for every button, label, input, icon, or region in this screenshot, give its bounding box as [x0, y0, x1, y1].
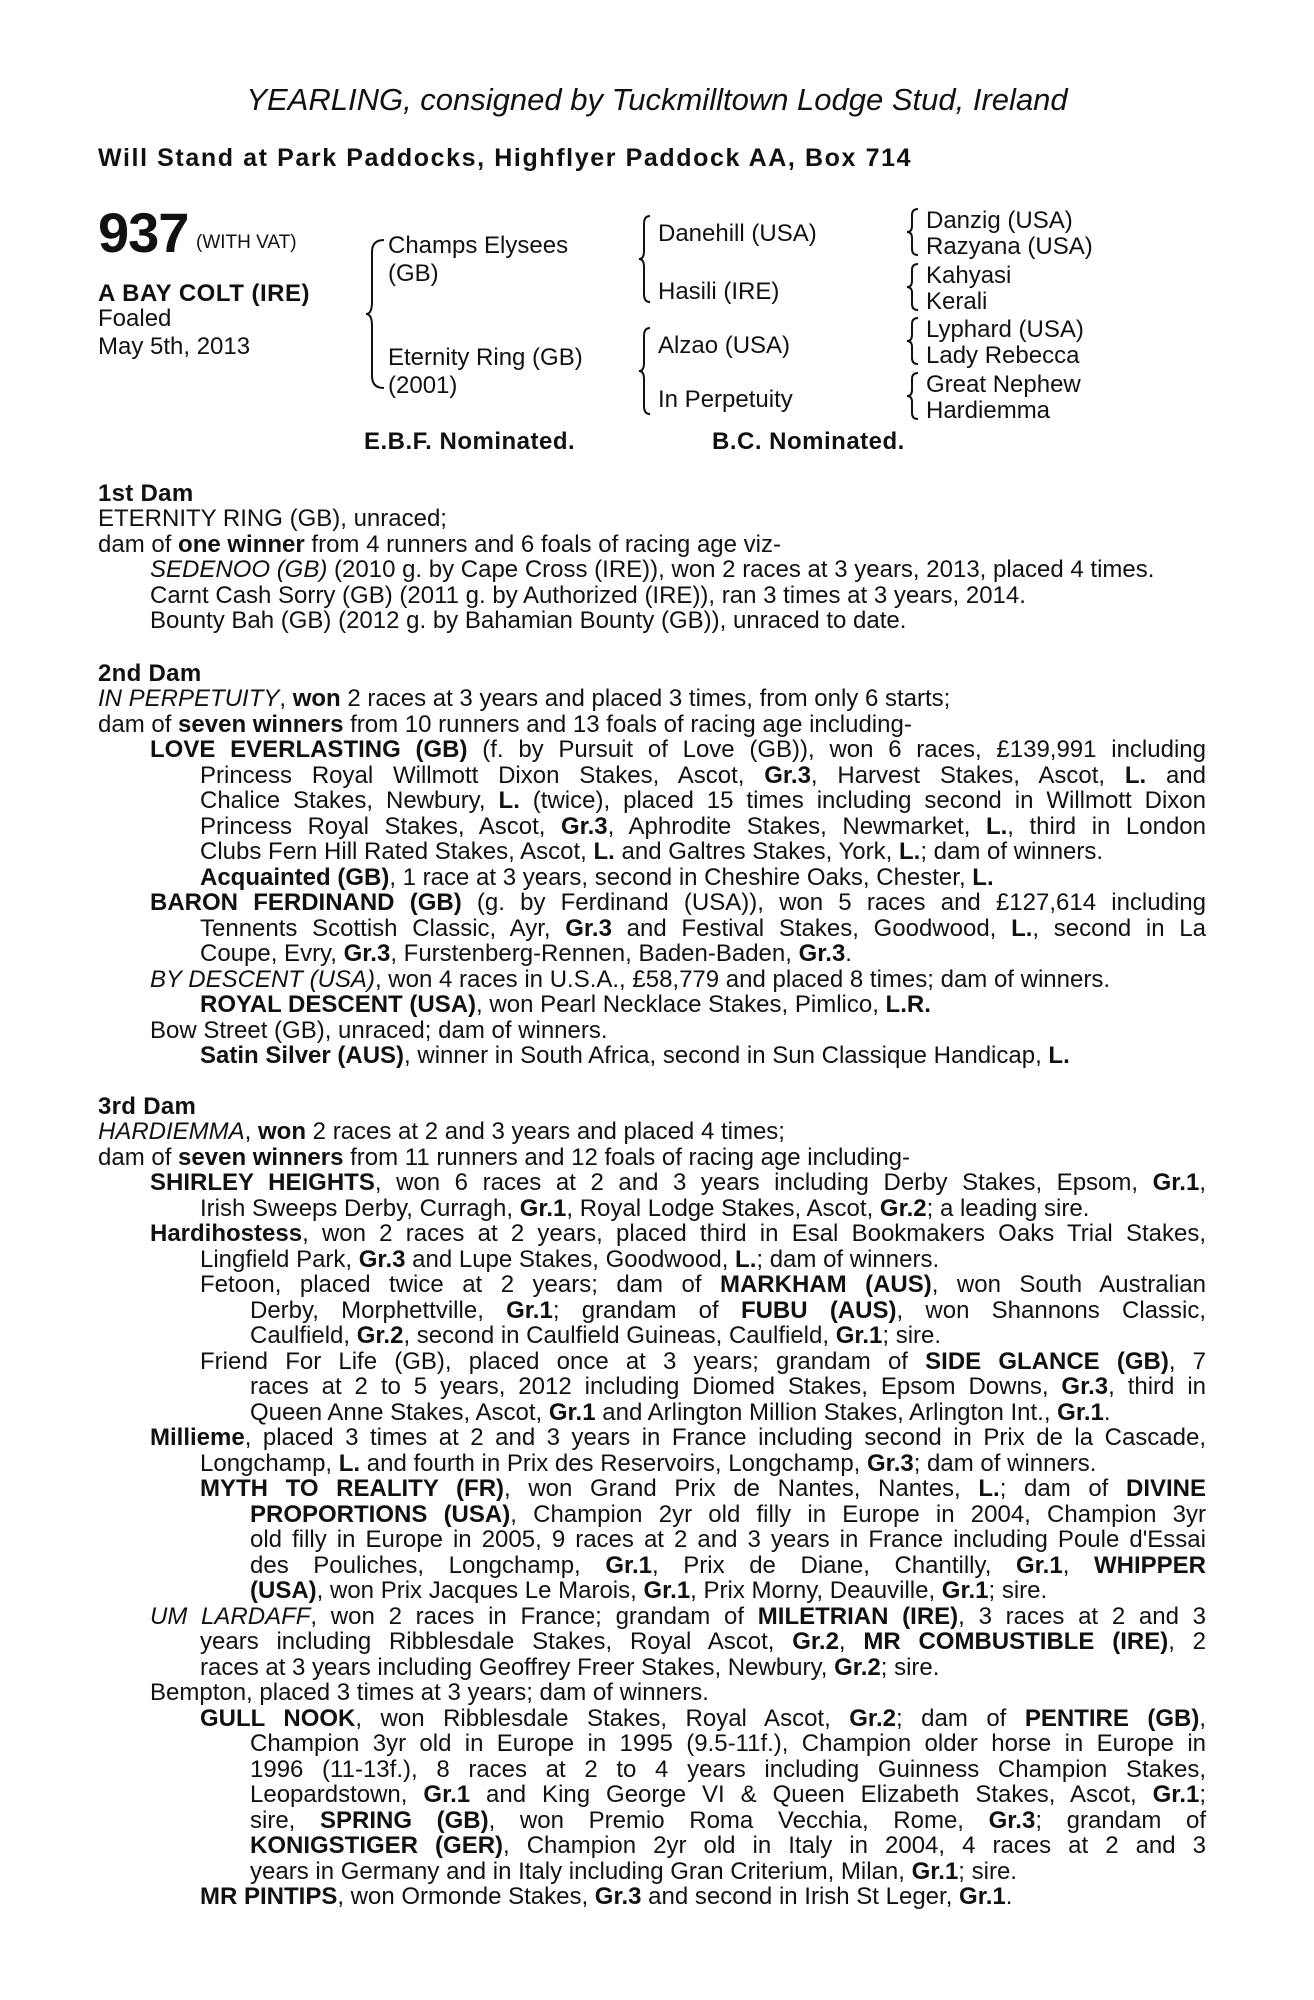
- pedigree-g6: Lady Rebecca: [926, 342, 1080, 369]
- second-dam-line: dam of seven winners from 10 runners and 13 foals of racing age including-: [98, 710, 912, 738]
- third-dam-progeny: PROPORTIONS (USA), Champion 2yr old filly in Europe in 2004, Champion 3yr: [250, 1500, 1206, 1528]
- lot-description: A BAY COLT (IRE): [98, 280, 311, 307]
- third-dam-progeny: SHIRLEY HEIGHTS, won 6 races at 2 and 3 years including Derby Stakes, Epsom, Gr.1,: [150, 1169, 1206, 1196]
- dam-year: (2001): [388, 372, 458, 399]
- second-dam-progeny: Princess Royal Stakes, Ascot, Gr.3, Aphrodite Stakes, Newmarket, L., third in London: [200, 812, 1206, 840]
- pedigree-g3: Kahyasi: [926, 262, 1012, 289]
- third-dam-progeny: Queen Anne Stakes, Ascot, Gr.1 and Arlington Million Stakes, Arlington Int., Gr.1.: [250, 1398, 1111, 1426]
- pedigree-brace-sire: [638, 214, 652, 304]
- sire-sire: Danehill (USA): [658, 220, 817, 247]
- ebf-nomination: E.B.F. Nominated.: [364, 428, 576, 455]
- second-dam-progeny: ROYAL DESCENT (USA), won Pearl Necklace Stakes, Pimlico, L.R.: [200, 991, 931, 1018]
- third-dam-progeny: GULL NOOK, won Ribblesdale Stakes, Royal Ascot, Gr.2; dam of PENTIRE (GB),: [200, 1704, 1207, 1732]
- third-dam-progeny: Leopardstown, Gr.1 and King George VI & Queen Elizabeth Stakes, Ascot, Gr.1;: [250, 1781, 1207, 1808]
- third-dam-progeny: Millieme, placed 3 times at 2 and 3 years in France including second in Prix de la Cascade,: [150, 1424, 1206, 1451]
- third-dam-progeny: Irish Sweeps Derby, Curragh, Gr.1, Royal Lodge Stakes, Ascot, Gr.2; a leading sire.: [200, 1194, 1090, 1222]
- first-dam-line: dam of one winner from 4 runners and 6 foals of racing age viz-: [98, 530, 781, 558]
- pedigree-g5: Lyphard (USA): [926, 316, 1084, 343]
- pedigree-g4: Kerali: [926, 288, 988, 315]
- first-dam-heading: 1st Dam: [98, 480, 194, 507]
- pedigree-g7: Great Nephew: [926, 371, 1081, 398]
- first-dam-progeny: Carnt Cash Sorry (GB) (2011 g. by Authorized (IRE)), ran 3 times at 3 years, 2014.: [150, 581, 1026, 609]
- first-dam-progeny: Bounty Bah (GB) (2012 g. by Bahamian Bounty (GB)), unraced to date.: [150, 607, 907, 634]
- sire-origin: (GB): [388, 260, 439, 287]
- third-dam-progeny: Fetoon, placed twice at 2 years; dam of MARKHAM (AUS), won South Australian: [200, 1271, 1206, 1298]
- pedigree-g2: Razyana (USA): [926, 233, 1093, 260]
- third-dam-progeny: KONIGSTIGER (GER), Champion 2yr old in Italy in 2004, 4 races at 2 and 3: [250, 1832, 1206, 1859]
- bc-nomination: B.C. Nominated.: [712, 428, 905, 455]
- second-dam-progeny: Acquainted (GB), 1 race at 3 years, second in Cheshire Oaks, Chester, L.: [200, 863, 994, 891]
- vat-note: (WITH VAT): [196, 232, 297, 253]
- third-dam-progeny: 1996 (11-13f.), 8 races at 2 to 4 years including Guinness Champion Stakes,: [250, 1755, 1206, 1783]
- lot-number: 937: [98, 201, 189, 264]
- pedigree-brace-g2: [906, 262, 920, 312]
- third-dam-line: dam of seven winners from 11 runners and 12 foals of racing age including-: [98, 1143, 911, 1171]
- second-dam-progeny: Clubs Fern Hill Rated Stakes, Ascot, L. and Galtres Stakes, York, L.; dam of winners.: [200, 838, 1104, 865]
- second-dam-progeny: Princess Royal Willmott Dixon Stakes, Ascot, Gr.3, Harvest Stakes, Ascot, L. and: [200, 761, 1207, 789]
- third-dam-progeny: years in Germany and in Italy including Gran Criterium, Milan, Gr.1; sire.: [250, 1857, 1017, 1885]
- second-dam-progeny: Bow Street (GB), unraced; dam of winners.: [150, 1016, 608, 1044]
- third-dam-progeny: years including Ribblesdale Stakes, Royal Ascot, Gr.2, MR COMBUSTIBLE (IRE), 2: [200, 1628, 1207, 1655]
- pedigree-brace-g3: [906, 316, 920, 366]
- second-dam-progeny: Chalice Stakes, Newbury, L. (twice), placed 15 times including second in Willmott Dixon: [200, 787, 1207, 814]
- second-dam-progeny: BY DESCENT (USA), won 4 races in U.S.A., £58,779 and placed 8 times; dam of winners.: [150, 965, 1110, 993]
- consignment-header: YEARLING, consigned by Tuckmilltown Lodge Stud, Ireland: [246, 82, 1068, 117]
- second-dam-line: IN PERPETUITY, won 2 races at 3 years and placed 3 times, from only 6 starts;: [98, 685, 951, 712]
- pedigree-brace-g1: [906, 207, 920, 257]
- second-dam-progeny: Coupe, Evry, Gr.3, Furstenberg-Rennen, Baden-Baden, Gr.3.: [200, 940, 852, 967]
- foaled-label: Foaled: [98, 305, 172, 332]
- third-dam-progeny: (USA), won Prix Jacques Le Marois, Gr.1, Prix Morny, Deauville, Gr.1; sire.: [250, 1577, 1048, 1604]
- pedigree-brace-g4: [906, 371, 920, 421]
- foaled-date: May 5th, 2013: [98, 333, 251, 360]
- sire-name: Champs Elysees: [388, 232, 569, 259]
- third-dam-progeny: sire, SPRING (GB), won Premio Roma Vecchia, Rome, Gr.3; grandam of: [250, 1806, 1206, 1834]
- dam-dam: In Perpetuity: [658, 386, 793, 413]
- first-dam-line: ETERNITY RING (GB), unraced;: [98, 505, 447, 532]
- second-dam-progeny: Tennents Scottish Classic, Ayr, Gr.3 and Festival Stakes, Goodwood, L., second in La: [200, 914, 1206, 942]
- third-dam-progeny: MYTH TO REALITY (FR), won Grand Prix de Nantes, Nantes, L.; dam of DIVINE: [200, 1475, 1207, 1502]
- dam-name: Eternity Ring (GB): [388, 344, 583, 371]
- third-dam-progeny: Friend For Life (GB), placed once at 3 years; grandam of SIDE GLANCE (GB), 7: [200, 1347, 1206, 1375]
- third-dam-progeny: UM LARDAFF, won 2 races in France; grandam of MILETRIAN (IRE), 3 races at 2 and 3: [150, 1602, 1207, 1630]
- third-dam-progeny: races at 3 years including Geoffrey Freer Stakes, Newbury, Gr.2; sire.: [200, 1653, 940, 1681]
- first-dam-progeny: SEDENOO (GB) (2010 g. by Cape Cross (IRE)), won 2 races at 3 years, 2013, placed 4 times.: [150, 556, 1155, 583]
- pedigree-brace-dam: [638, 326, 652, 416]
- sire-dam: Hasili (IRE): [658, 278, 780, 305]
- third-dam-progeny: des Pouliches, Longchamp, Gr.1, Prix de Diane, Chantilly, Gr.1, WHIPPER: [250, 1551, 1206, 1579]
- location-header: Will Stand at Park Paddocks, Highflyer Paddock AA, Box 714: [98, 144, 913, 172]
- pedigree-g8: Hardiemma: [926, 397, 1051, 424]
- third-dam-progeny: Longchamp, L. and fourth in Prix des Reservoirs, Longchamp, Gr.3; dam of winners.: [200, 1449, 1097, 1477]
- third-dam-heading: 3rd Dam: [98, 1093, 197, 1120]
- third-dam-progeny: Derby, Morphettville, Gr.1; grandam of FUBU (AUS), won Shannons Classic,: [250, 1296, 1207, 1324]
- second-dam-heading: 2nd Dam: [98, 660, 202, 687]
- pedigree-brace-main: [364, 238, 386, 390]
- third-dam-progeny: Champion 3yr old in Europe in 1995 (9.5-11f.), Champion older horse in Europe in: [250, 1730, 1206, 1757]
- third-dam-progeny: Bempton, placed 3 times at 3 years; dam of winners.: [150, 1679, 709, 1706]
- third-dam-progeny: Lingfield Park, Gr.3 and Lupe Stakes, Goodwood, L.; dam of winners.: [200, 1245, 940, 1273]
- third-dam-progeny: MR PINTIPS, won Ormonde Stakes, Gr.3 and second in Irish St Leger, Gr.1.: [200, 1883, 1013, 1910]
- third-dam-progeny: Caulfield, Gr.2, second in Caulfield Guineas, Caulfield, Gr.1; sire.: [250, 1322, 942, 1349]
- second-dam-progeny: LOVE EVERLASTING (GB) (f. by Pursuit of Love (GB)), won 6 races, £139,991 including: [150, 736, 1206, 763]
- pedigree-g1: Danzig (USA): [926, 207, 1073, 234]
- second-dam-progeny: BARON FERDINAND (GB) (g. by Ferdinand (USA)), won 5 races and £127,614 including: [150, 889, 1206, 916]
- third-dam-progeny: races at 2 to 5 years, 2012 including Diomed Stakes, Epsom Downs, Gr.3, third in: [250, 1373, 1207, 1400]
- dam-sire: Alzao (USA): [658, 332, 791, 359]
- third-dam-line: HARDIEMMA, won 2 races at 2 and 3 years and placed 4 times;: [98, 1118, 785, 1145]
- second-dam-progeny: Satin Silver (AUS), winner in South Africa, second in Sun Classique Handicap, L.: [200, 1042, 1070, 1069]
- third-dam-progeny: Hardihostess, won 2 races at 2 years, placed third in Esal Bookmakers Oaks Trial Stakes,: [150, 1220, 1206, 1247]
- third-dam-progeny: old filly in Europe in 2005, 9 races at 2 and 3 years in France including Poule d'Essai: [250, 1526, 1206, 1553]
